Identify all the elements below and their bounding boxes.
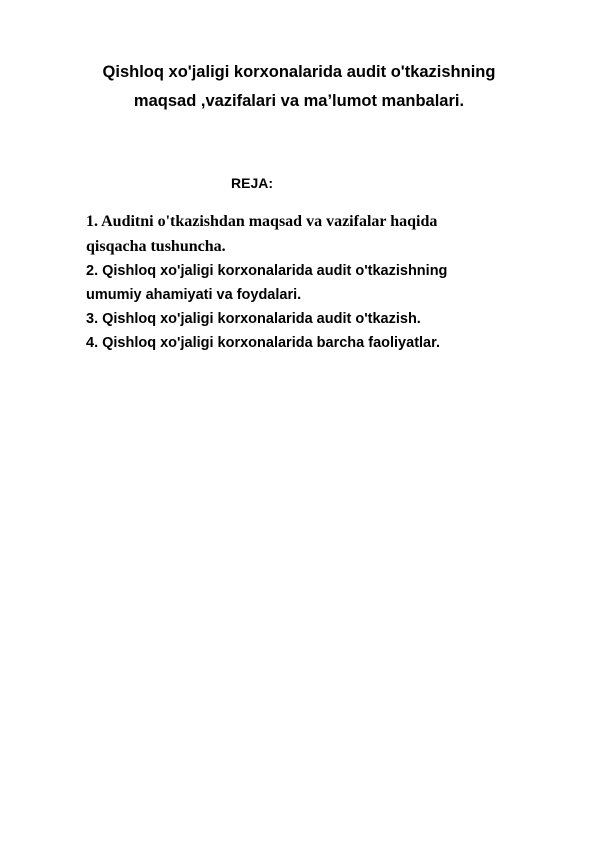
plan-heading: REJA: bbox=[231, 175, 274, 191]
plan-item-1 bbox=[86, 210, 546, 259]
plan-item-1-line-2: qisqacha tushuncha. bbox=[86, 237, 226, 255]
plan-list bbox=[86, 210, 546, 355]
plan-item-3-line-1: 3. Qishloq xo'jaligi korxonalarida audit o'tkazish. bbox=[86, 311, 421, 327]
plan-item-2 bbox=[86, 259, 546, 307]
plan-item-1-line-1: 1. Auditni o'tkazishdan maqsad va vazifalar haqida bbox=[86, 213, 438, 230]
document-title bbox=[60, 58, 538, 116]
plan-item-3 bbox=[86, 307, 546, 331]
title-line-1: Qishloq xo'jaligi korxonalarida audit o'tkazishning bbox=[102, 63, 496, 81]
title-line-2: maqsad ,vazifalari va ma’lumot manbalari. bbox=[133, 92, 465, 110]
plan-item-2-line-1: 2. Qishloq xo'jaligi korxonalarida audit o'tkazishning bbox=[86, 263, 448, 279]
plan-item-4 bbox=[86, 331, 546, 355]
plan-item-2-line-2: umumiy ahamiyati va foydalari. bbox=[86, 287, 302, 303]
plan-item-4-line-1: 4. Qishloq xo'jaligi korxonalarida barcha faoliyatlar. bbox=[86, 335, 440, 351]
